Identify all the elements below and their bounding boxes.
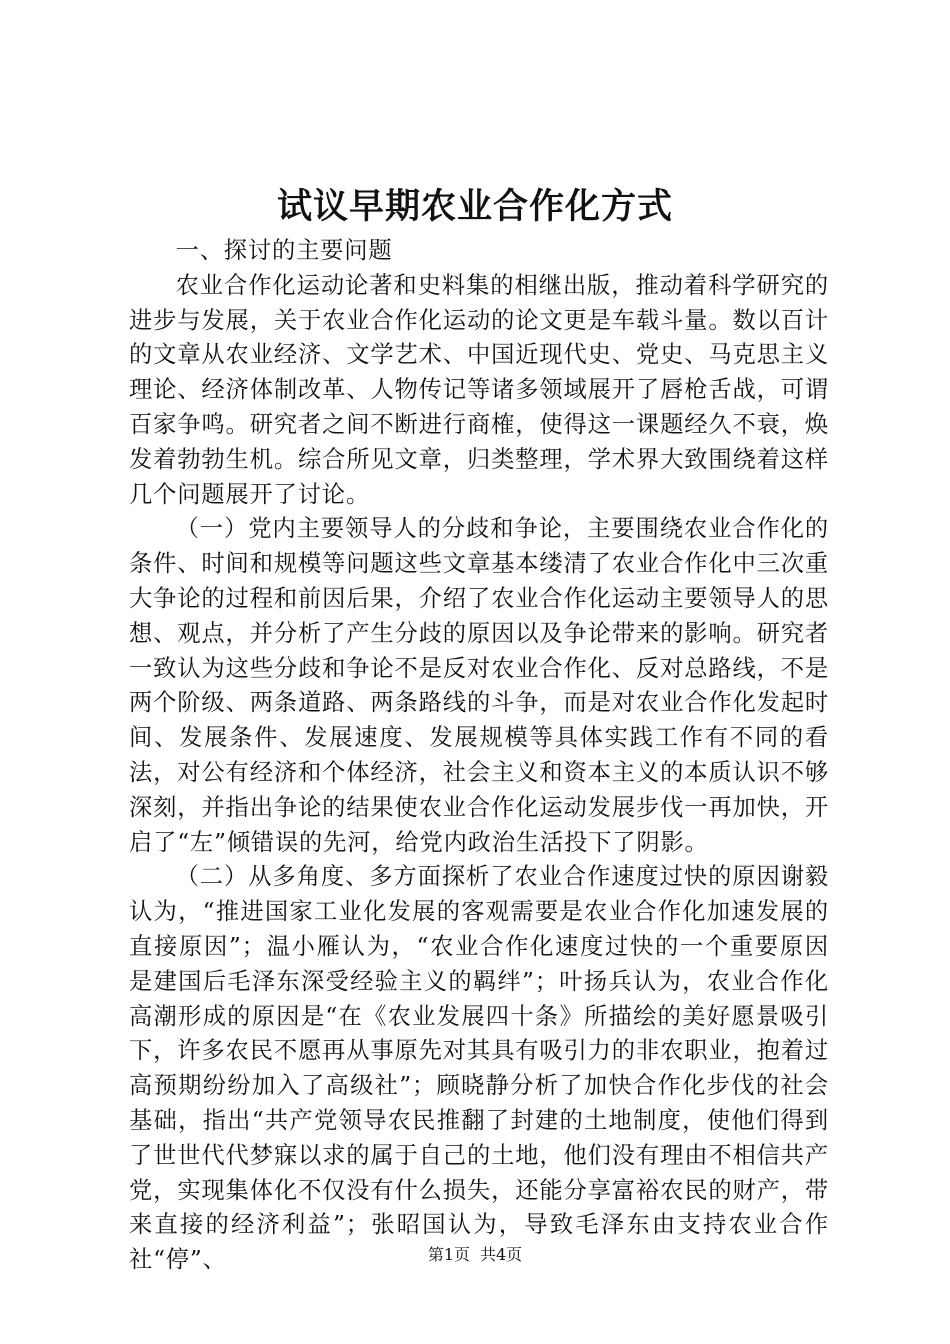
body-paragraph: （二）从多角度、多方面探析了农业合作速度过快的原因谢毅认为，“推进国家工业化发展的客观需要是农业合作化加速发展的直接原因”；温小雁认为，“农业合作化速度过快的一个重要原因是建国后毛泽东深受经验主义的羁绊”；叶扬兵认为，农业合作化高潮形成的原因是“在《农业发展四十条》所描绘的美好愿景吸引下，许多农民不愿再从事原先对其具有吸引力的非农职业，抱着过高预期纷纷加入了高级社”；顾晓静分析了加快合作化步伐的社会基础，指出“共产党领导农民推翻了封建的土地制度，使他们得到了世世代代梦寐以求的属于自己的土地，他们没有理由不相信共产党，实现集体化不仅没有什么损失，还能分享富裕农民的财产，带来直接的经济利益”；张昭国认为，导致毛泽东由支持农业合作社“停”、	[129, 863, 829, 1274]
body-paragraph: （一）党内主要领导人的分歧和争论，主要围绕农业合作化的条件、时间和规模等问题这些文章基本缕清了农业合作化中三次重大争论的过程和前因后果，介绍了农业合作化运动主要领导人的思想、观点，并分析了产生分歧的原因以及争论带来的影响。研究者一致认为这些分歧和争论不是反对农业合作化、反对总路线，不是两个阶级、两条道路、两条路线的斗争，而是对农业合作化发起时间、发展条件、发展速度、发展规模等具体实践工作有不同的看法，对公有经济和个体经济，社会主义和资本主义的本质认识不够深刻，并指出争论的结果使农业合作化运动发展步伐一再加快，开启了“左”倾错误的先河，给党内政治生活投下了阴影。	[129, 515, 829, 856]
section-heading: 一、探讨的主要问题	[175, 237, 393, 264]
document-body	[129, 234, 829, 1278]
page-number: 第1页	[427, 1245, 470, 1264]
page-total: 共4页	[480, 1245, 523, 1264]
body-paragraph: 农业合作化运动论著和史料集的相继出版，推动着科学研究的进步与发展，关于农业合作化运动的论文更是车载斗量。数以百计的文章从农业经济、文学艺术、中国近现代史、党史、马克思主义理论、经济体制改革、人物传记等诸多领域展开了唇枪舌战，可谓百家争鸣。研究者之间不断进行商榷，使得这一课题经久不衰，焕发着勃勃生机。综合所见文章，归类整理，学术界大致围绕着这样几个问题展开了讨论。	[129, 271, 829, 508]
page-footer	[0, 1244, 950, 1266]
document-title: 试议早期农业合作化方式	[276, 186, 673, 227]
